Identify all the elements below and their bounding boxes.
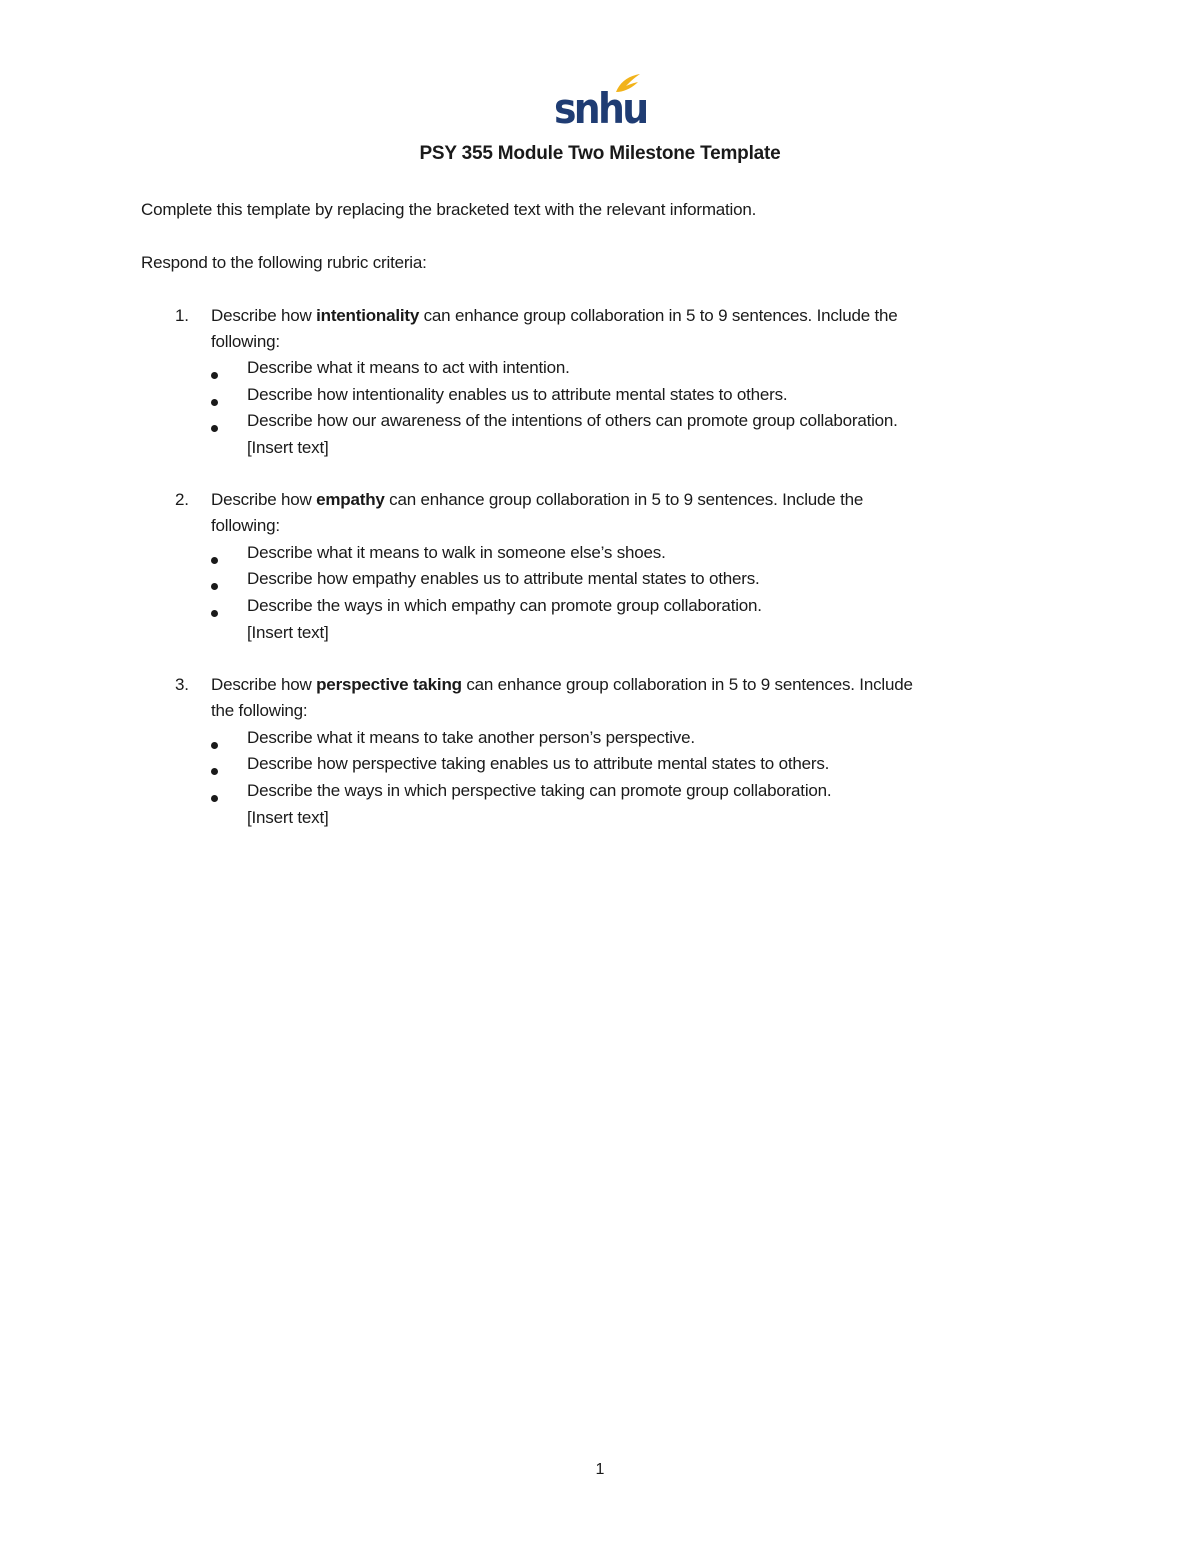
bullet-icon — [211, 575, 218, 595]
intro-paragraph: Complete this template by replacing the bracketed text with the relevant information. — [141, 200, 757, 219]
item-number: 3. — [175, 675, 189, 694]
bullet-text: Describe how intentionality enables us to attribute mental states to others. — [247, 385, 788, 404]
item-heading: Describe how intentionality can enhance group collaboration in 5 to 9 sentences. Include the — [211, 306, 898, 325]
item-number: 1. — [175, 306, 189, 325]
bullet-text: Describe the ways in which perspective taking can promote group collaboration. — [247, 781, 832, 800]
bullet-icon — [211, 364, 218, 384]
item-heading-cont: following: — [211, 332, 280, 351]
insert-text-placeholder: [Insert text] — [247, 808, 329, 827]
item-heading: Describe how empathy can enhance group collaboration in 5 to 9 sentences. Include the — [211, 490, 864, 509]
bullet-icon — [211, 549, 218, 569]
bullet-icon — [211, 417, 218, 437]
insert-text-placeholder: [Insert text] — [247, 623, 329, 642]
bullet-text: Describe how our awareness of the intentions of others can promote group collaboration. — [247, 411, 898, 430]
insert-text-placeholder: [Insert text] — [247, 438, 329, 457]
bullet-text: Describe how empathy enables us to attribute mental states to others. — [247, 569, 760, 588]
bullet-icon — [211, 787, 218, 807]
item-heading: Describe how perspective taking can enhance group collaboration in 5 to 9 sentences. Include — [211, 675, 913, 694]
respond-paragraph: Respond to the following rubric criteria: — [141, 253, 427, 272]
bullet-text: Describe what it means to take another person’s perspective. — [247, 728, 695, 747]
bullet-icon — [211, 760, 218, 780]
item-heading-cont: following: — [211, 516, 280, 535]
bullet-icon — [211, 391, 218, 411]
logo-text: snhu — [554, 84, 647, 133]
item-number: 2. — [175, 490, 189, 509]
item-keyword: perspective taking — [316, 675, 462, 694]
snhu-logo — [554, 72, 647, 134]
bullet-text: Describe what it means to walk in someone else’s shoes. — [247, 543, 666, 562]
item-keyword: intentionality — [316, 306, 420, 325]
bullet-text: Describe how perspective taking enables us to attribute mental states to others. — [247, 754, 830, 773]
item-keyword: empathy — [316, 490, 385, 509]
bullet-icon — [211, 734, 218, 754]
item-heading-cont: the following: — [211, 701, 308, 720]
bullet-text: Describe what it means to act with intention. — [247, 358, 570, 377]
page-number: 1 — [595, 1461, 605, 1478]
bullet-icon — [211, 602, 218, 622]
bullet-text: Describe the ways in which empathy can promote group collaboration. — [247, 596, 762, 615]
page-title: PSY 355 Module Two Milestone Template — [419, 143, 781, 164]
